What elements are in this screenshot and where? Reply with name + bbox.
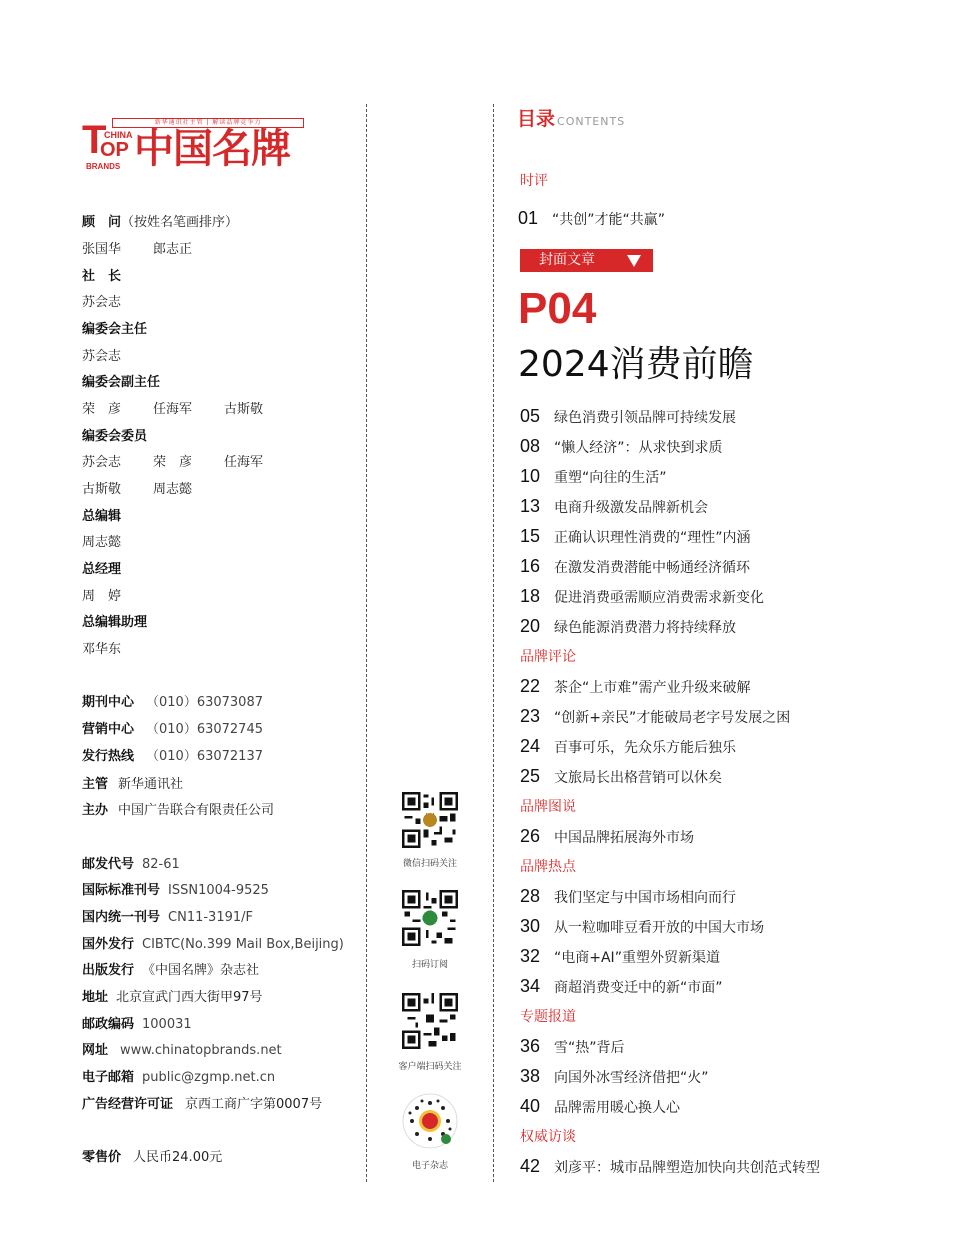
contact-row [82, 776, 183, 794]
contact-label: 发行热线 [82, 749, 135, 764]
chief-editor-label [82, 508, 121, 526]
toc-page-number: 22 [520, 676, 541, 696]
advisors-note: （按姓名笔画排序） [121, 215, 239, 230]
toc-item[interactable] [518, 208, 665, 229]
toc-item[interactable] [520, 766, 722, 787]
toc-page-number: 38 [520, 1066, 541, 1086]
info-label: 国内统一刊号 [82, 910, 161, 925]
contact-label: 主办 [82, 803, 109, 818]
advisor-name: 郎志正 [153, 242, 193, 257]
toc-page-number: 26 [520, 826, 541, 846]
toc-item[interactable] [520, 586, 764, 607]
qr-label-emagazine: 电子杂志 [411, 1161, 448, 1171]
vice-director-name: 荣 彦 [82, 402, 122, 417]
gm-label [82, 561, 121, 579]
contact-row [82, 748, 263, 766]
toc-page-number: 10 [520, 466, 541, 486]
toc-title: “电商+AI”重塑外贸新渠道 [554, 950, 720, 966]
member-name: 任海军 [224, 455, 264, 470]
cover-story-title: 2024消费前瞻 [518, 344, 754, 385]
toc-title: 雪“热”背后 [554, 1040, 625, 1056]
toc-item[interactable] [520, 976, 723, 997]
price-label: 零售价 [82, 1150, 122, 1165]
info-value: 100031 [142, 1017, 192, 1032]
qr-label-wechat: 微信扫码关注 [402, 859, 457, 869]
info-label: 地址 [82, 990, 109, 1005]
cover-story-label: 封面文章 [539, 252, 595, 268]
toc-title: 重塑“向往的生活” [554, 470, 667, 486]
info-label: 邮发代号 [82, 857, 135, 872]
vice-director-name: 任海军 [153, 402, 193, 417]
triangle-down-icon [627, 255, 641, 267]
info-row [82, 882, 269, 900]
toc-title: “创新+亲民”才能破局老字号发展之困 [554, 710, 791, 726]
members-label [82, 428, 147, 446]
toc-page-number: 36 [520, 1036, 541, 1056]
member-name: 苏会志 [82, 455, 122, 470]
qr-label-subscribe: 扫码订阅 [411, 960, 448, 970]
info-row [82, 1016, 192, 1034]
member-name: 荣 彦 [153, 455, 193, 470]
qr-label-app: 客户端扫码关注 [398, 1062, 462, 1072]
contact-label: 期刊中心 [82, 695, 135, 710]
toc-title: 绿色能源消费潜力将持续释放 [554, 620, 736, 636]
info-value: public@zgmp.net.cn [142, 1070, 276, 1085]
contact-label: 营销中心 [82, 722, 135, 737]
contact-value: （010）63073087 [146, 695, 263, 710]
toc-title: 刘彦平：城市品牌塑造加快向共创范式转型 [554, 1160, 820, 1176]
cover-page-number: P04 [518, 284, 597, 333]
section-brand-hot: 品牌热点 [520, 859, 576, 875]
qr-code-wechat [402, 792, 458, 848]
toc-title: 我们坚定与中国市场相向而行 [554, 890, 736, 906]
toc-title: 百事可乐，先众乐方能后独乐 [554, 740, 736, 756]
members-row-2 [82, 481, 192, 499]
info-label: 出版发行 [82, 963, 135, 978]
toc-title: “共创”才能“共赢” [552, 212, 666, 228]
vice-director-names [82, 401, 263, 419]
contents-title-cn: 目录 [517, 108, 556, 130]
info-value: ISSN1004-9525 [168, 883, 269, 898]
qr-code-app [402, 993, 458, 1049]
toc-title: 绿色消费引领品牌可持续发展 [554, 410, 736, 426]
logo-letter-t: T [82, 118, 107, 162]
info-row [82, 936, 344, 954]
president-name: 苏会志 [82, 295, 122, 310]
toc-title: 品牌需用暖心换人心 [554, 1100, 680, 1116]
chief-editor-label-text: 总编辑 [82, 509, 122, 524]
toc-page-number: 08 [520, 436, 541, 456]
info-value: CIBTC(No.399 Mail Box,Beijing) [142, 937, 344, 952]
contact-row [82, 694, 263, 712]
logo-china: CHINA [104, 130, 133, 140]
chief-editor-name: 周志懿 [82, 535, 122, 550]
toc-item[interactable] [520, 526, 751, 547]
toc-page-number: 28 [520, 886, 541, 906]
toc-title: 促进消费亟需顺应消费需求新变化 [554, 590, 764, 606]
member-name: 古斯敬 [82, 482, 122, 497]
qr-code-subscribe [402, 890, 458, 946]
member-name: 周志懿 [153, 482, 193, 497]
toc-page-number: 40 [520, 1096, 541, 1116]
members-label-text: 编委会委员 [82, 429, 148, 444]
info-value: 京西工商广字第0007号 [185, 1097, 323, 1112]
toc-item[interactable] [520, 826, 694, 847]
toc-page-number: 34 [520, 976, 541, 996]
logo-chinese-name: 中国名牌 [134, 126, 290, 172]
info-row [82, 909, 253, 927]
info-value: 82-61 [142, 857, 180, 872]
divider-right [493, 104, 494, 1182]
contact-value: 新华通讯社 [118, 777, 184, 792]
info-value: CN11-3191/F [168, 910, 253, 925]
qr-code-emagazine [402, 1093, 458, 1149]
toc-item[interactable] [520, 1096, 680, 1117]
toc-title: 中国品牌拓展海外市场 [554, 830, 694, 846]
cover-story-bar [520, 249, 653, 272]
assistant-name: 邓华东 [82, 642, 122, 657]
assistant-label-text: 总编辑助理 [82, 615, 148, 630]
toc-page-number: 16 [520, 556, 541, 576]
toc-item[interactable] [520, 736, 736, 757]
divider-left [366, 104, 367, 1182]
section-special-report: 专题报道 [520, 1009, 576, 1025]
price-value: 人民币24.00元 [133, 1150, 223, 1165]
gm-name: 周 婷 [82, 589, 122, 604]
info-row [82, 1069, 275, 1087]
magazine-logo [82, 116, 304, 176]
toc-item[interactable] [520, 946, 720, 967]
gm-label-text: 总经理 [82, 562, 122, 577]
section-commentary: 时评 [520, 173, 548, 189]
toc-item[interactable] [520, 1156, 820, 1177]
members-row-1 [82, 454, 263, 472]
assistant-label [82, 614, 147, 632]
contents-title [517, 104, 625, 131]
vice-director-name: 古斯敬 [224, 402, 264, 417]
advisors-label: 顾 问 [82, 215, 122, 230]
info-row [82, 1042, 282, 1060]
info-label: 广告经营许可证 [82, 1097, 174, 1112]
director-name: 苏会志 [82, 349, 122, 364]
info-row [82, 1096, 322, 1114]
info-row [82, 856, 180, 874]
toc-item[interactable] [520, 916, 764, 937]
toc-title: 在激发消费潜能中畅通经济循环 [554, 560, 750, 576]
toc-title: 从一粒咖啡豆看开放的中国大市场 [554, 920, 764, 936]
info-row [82, 962, 259, 980]
toc-page-number: 15 [520, 526, 541, 546]
price-row [82, 1149, 222, 1167]
toc-page-number: 30 [520, 916, 541, 936]
contact-label: 主管 [82, 777, 109, 792]
toc-title: 文旅局长出格营销可以休矣 [554, 770, 722, 786]
toc-item[interactable] [520, 466, 667, 487]
toc-page-number: 05 [520, 406, 541, 426]
toc-title: 正确认识理性消费的“理性”内涵 [554, 530, 751, 546]
contact-value: （010）63072745 [146, 722, 263, 737]
toc-item[interactable] [520, 556, 750, 577]
president-label-text: 社 长 [82, 269, 122, 284]
info-label: 网址 [82, 1043, 109, 1058]
advisor-name: 张国华 [82, 242, 122, 257]
section-interview: 权威访谈 [520, 1129, 576, 1145]
info-label: 国际标准刊号 [82, 883, 161, 898]
toc-page-number: 24 [520, 736, 541, 756]
director-label-text: 编委会主任 [82, 322, 148, 337]
toc-title: “懒人经济”：从求快到求质 [554, 440, 723, 456]
contact-row [82, 802, 274, 820]
toc-page-number: 01 [518, 208, 539, 228]
contact-value: （010）63072137 [146, 749, 263, 764]
director-label [82, 321, 147, 339]
logo-brands: BRANDS [86, 162, 121, 171]
president-label [82, 268, 121, 286]
info-value: www.chinatopbrands.net [120, 1043, 282, 1058]
toc-page-number: 42 [520, 1156, 541, 1176]
toc-item[interactable] [520, 406, 736, 427]
toc-page-number: 13 [520, 496, 541, 516]
toc-item[interactable] [520, 1066, 709, 1087]
toc-item[interactable] [520, 1036, 625, 1057]
toc-page-number: 32 [520, 946, 541, 966]
contents-title-en: CONTENTS [557, 115, 626, 128]
toc-page-number: 18 [520, 586, 541, 606]
vice-director-label [82, 374, 160, 392]
toc-page-number: 23 [520, 706, 541, 726]
info-value: 《中国名牌》杂志社 [142, 963, 260, 978]
toc-title: 商超消费变迁中的新“市面” [554, 980, 723, 996]
toc-item[interactable] [520, 706, 790, 727]
info-row [82, 989, 263, 1007]
contact-value: 中国广告联合有限责任公司 [118, 803, 275, 818]
toc-item[interactable] [520, 436, 723, 457]
toc-page-number: 25 [520, 766, 541, 786]
toc-page-number: 20 [520, 616, 541, 636]
advisors-heading [82, 214, 238, 232]
logo-op: OP [100, 139, 129, 161]
contact-row [82, 721, 263, 739]
section-brand-review: 品牌评论 [520, 649, 576, 665]
toc-item[interactable] [520, 616, 736, 637]
section-brand-pictorial: 品牌图说 [520, 799, 576, 815]
toc-title: 电商升级激发品牌新机会 [554, 500, 708, 516]
toc-title: 向国外冰雪经济借把“火” [554, 1070, 709, 1086]
info-label: 电子邮箱 [82, 1070, 135, 1085]
info-value: 北京宣武门西大街甲97号 [116, 990, 263, 1005]
toc-item[interactable] [520, 496, 708, 517]
vice-director-label-text: 编委会副主任 [82, 375, 161, 390]
logo-tagline: 新华通讯社主管 | 解读品牌竞争力 [112, 118, 304, 128]
toc-item[interactable] [520, 676, 751, 697]
toc-item[interactable] [520, 886, 736, 907]
toc-title: 茶企“上市难”需产业升级来破解 [554, 680, 751, 696]
advisors-names [82, 241, 192, 259]
info-label: 国外发行 [82, 937, 135, 952]
info-label: 邮政编码 [82, 1017, 135, 1032]
